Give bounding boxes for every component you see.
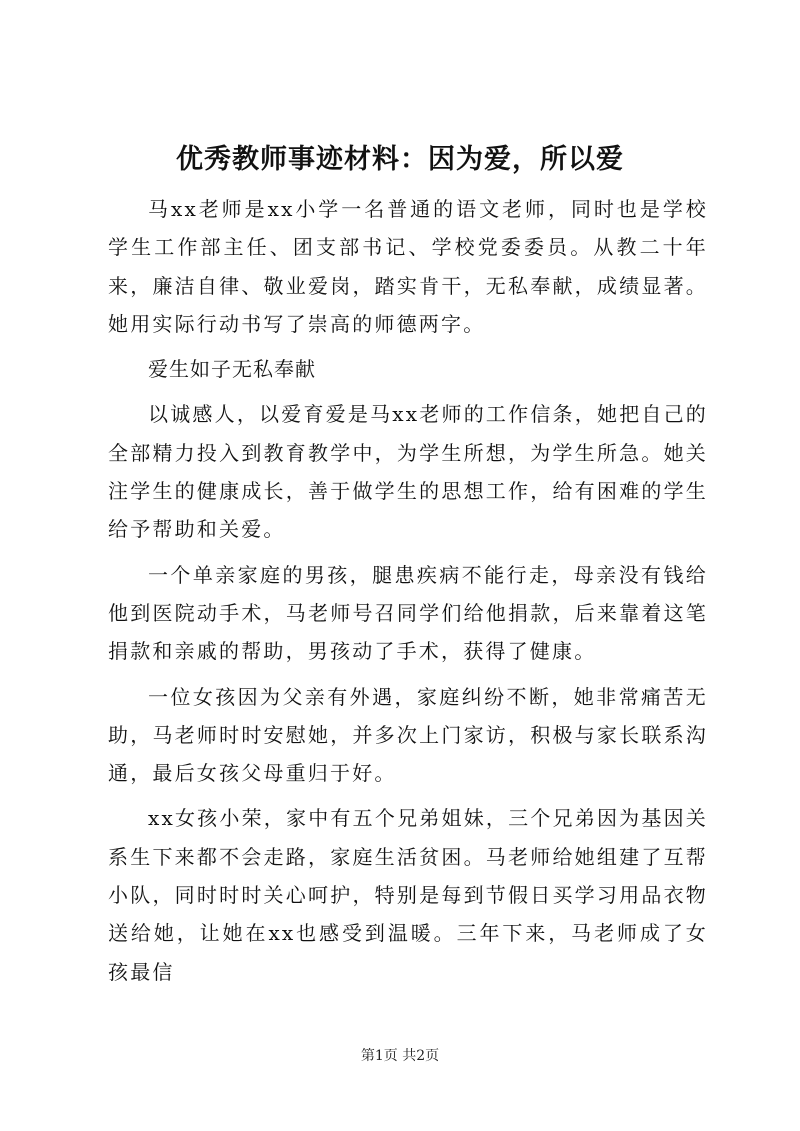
paragraph: 以诚感人，以爱育爱是马xx老师的工作信条，她把自己的全部精力投入到教育教学中，为学生所想，为学生所急。她关注学生的健康成长，善于做学生的思想工作，给有困难的学生给予帮助和关爱。: [108, 402, 708, 542]
paragraph: xx女孩小荣，家中有五个兄弟姐妹，三个兄弟因为基因关系生下来都不会走路，家庭生活贫困。马老师给她组建了互帮小队，同时时时关心呵护，特别是每到节假日买学习用品衣物送给她，让她在xx也感受到温暖。三年下来，马老师成了女孩最信: [108, 806, 708, 984]
section-heading: 爱生如子无私奉献: [148, 357, 316, 382]
paragraph: 一个单亲家庭的男孩，腿患疾病不能行走，母亲没有钱给他到医院动手术，马老师号召同学们给他捐款，后来靠着这笔捐款和亲戚的帮助，男孩动了手术，获得了健康。: [108, 562, 708, 664]
page-footer: 第1页 共2页: [360, 1048, 440, 1064]
paragraph: 一位女孩因为父亲有外遇，家庭纠纷不断，她非常痛苦无助，马老师时时安慰她，并多次上门家访，积极与家长联系沟通，最后女孩父母重归于好。: [108, 684, 708, 786]
paragraph: 马xx老师是xx小学一名普通的语文老师，同时也是学校学生工作部主任、团支部书记、学校党委委员。从教二十年来，廉洁自律、敬业爱岗，踏实肯干，无私奉献，成绩显著。她用实际行动书写了崇高的师德两字。: [108, 197, 708, 336]
document-body: [108, 190, 708, 998]
document-title: 优秀教师事迹材料：因为爱，所以爱: [176, 144, 624, 175]
